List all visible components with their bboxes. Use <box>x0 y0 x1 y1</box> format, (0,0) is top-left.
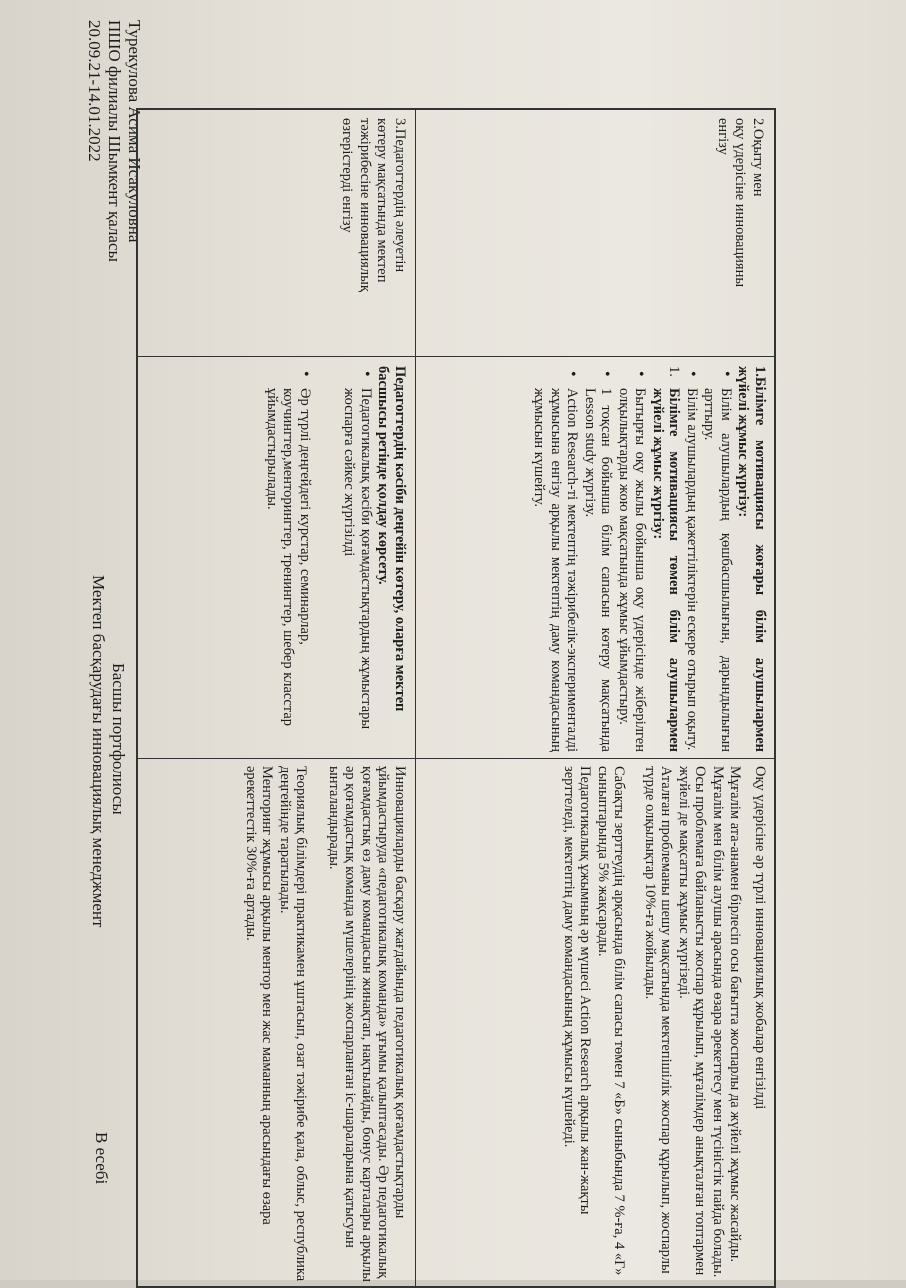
task-line: енгізу <box>715 118 731 155</box>
task-line: өзгерістерді енгізу <box>339 118 356 233</box>
task-line: тәжірибесіне инновациялық <box>357 118 373 292</box>
list-item: • Action Research-ті мектептің тәжірибелік-эксперименталдi жұмысына енгізу арқылы мектептің даму командасының жұмысын күшейту. <box>531 388 581 752</box>
low-motivation-heading <box>650 366 683 752</box>
portfolio-subtitle: Мектеп басқарудағы инновациялық менеджмент <box>89 575 108 928</box>
task-line: көтеру мақсатында мектеп <box>374 118 391 283</box>
row-1-results <box>560 766 769 1282</box>
author-name: Турекулова Асима Исакуловна <box>125 20 144 243</box>
list-item: • Білім алушылардың қөшбасшылығын, дарындылығын арттыру. <box>701 388 734 752</box>
list-item: • 1 тоқсан бойынша білім сапасын көтеру мақсатында Lesson study жүргізу. <box>582 388 615 752</box>
result-text: Мұғалім ата-анамен бірлесіп осы бағытта жоспарлы да жүйелі жұмыс жасайды. <box>727 766 744 1262</box>
heading-text: Білімге мотивациясы төмен білім алушылармен жүйелі жұмыс жүргізу: <box>650 388 683 752</box>
list-item: • Әр түрлі деңгейдегі курстар, семинарлар, коучингтер,менторингтер, тренингтер, шебер класстар ұйымдастырылады. <box>264 388 314 752</box>
row-2-task <box>338 118 408 350</box>
list-item: • Білім алушылардың қажеттіліктерін ескере отырып оқыту. <box>684 388 701 752</box>
author-org: ПШО филиалы Шымкент қаласы <box>105 20 124 262</box>
result-text: Педагогикалық ұжымның әр мүшесі Action Research арқылы жан-жақты зерттеледі, мектептің даму командасының жұмысы күшейеді. <box>561 766 594 1215</box>
professional-support-heading: Педагогтердің кәсіби деңгейін көтеру, оларға мектеп басшысы ретінде қолдау көрсету. <box>375 366 408 712</box>
column-divider <box>138 758 774 759</box>
portfolio-title: Басшы портфолиосы <box>109 663 128 815</box>
item-number: 1. <box>666 366 683 377</box>
list-item: • Педагогикалық кәсіби қоғамдастықтардың жұмыстары жоспарға сәйкес жүргізілді <box>341 388 374 752</box>
result-text: Аталған проблеманы шешу мақсатында мектепішілік жоспар құрылып, жоспарлы түрде олқылықтар 10%-ға жойылады. <box>642 766 675 1274</box>
row-2-actions <box>263 366 409 752</box>
list-item: • Бытырғы оқу жылы бойынша оқу үдерісінде жіберілген олқылықтарды жою мақсатында жұмыс ұйымдастыру. <box>616 388 649 752</box>
row-1-actions <box>530 366 768 752</box>
author-block <box>84 20 144 262</box>
task-line: оқу үдерісіне инновацияны <box>732 118 749 288</box>
row-2-results <box>242 766 409 1282</box>
report-label: В есебі <box>92 1132 111 1185</box>
row-1-task <box>714 118 767 350</box>
professional-support-list <box>264 366 375 752</box>
row-divider <box>415 110 416 1286</box>
plan-table <box>136 108 776 1288</box>
result-text: Осы проблемаға байланысты жоспар құрылып, мұғалімдер анықталған топтармен жүйелі де мақсатты жұмыс жүргізеді. <box>676 766 709 1276</box>
result-text: Менторинг жұмысы арқылы ментор мен жас маманның арасындағы өзара әрекеттестік 30%-ға артады. <box>243 766 276 1225</box>
result-text: Мұғалім мен білім алушы арасында өзара әрекеттесу мен түсіністік пайда болады. <box>710 766 726 1278</box>
result-text: Оқу үдерісіне әр түрлі инновациялық жобалар енгізілді <box>752 766 768 1110</box>
result-text: Инновацияларды басқару жағдайында педагогикалық қоғамдастықтарды ұйымдастыруда «педагогикалық команда» ұғымы қалыптасады. Әр педагогикалық қоғамдастық өз даму командасын жинақтап, нақтылайды, бонус карталары арқылы әр қоғамдастық команда мүшелерінің жоспарланған іс-шараларына қатысуын ынталандырады. <box>326 766 408 1282</box>
task-line: 3.Педагогтердің әлеуетін <box>392 118 408 273</box>
motivated-students-list <box>684 366 735 752</box>
result-text: Сабақты зерттеудің арқасында білім сапасы төмен 7 «Б» сыныбында 7 %-ға, 4 «Г» сыныптарында 5% жақсарады. <box>595 766 628 1276</box>
motivated-students-heading: 1.Білімге мотивациясы жоғары білім алушылармен жүйелі жұмыс жүргізу: <box>735 366 768 752</box>
result-text: Теориялық білімдері практикамен ұштасып, озат тәжірибе қала, облыс, республика деңгейінде таратылады. <box>277 766 310 1282</box>
column-divider <box>138 356 774 357</box>
low-motivation-list <box>531 366 649 752</box>
task-line: 2.Оқыту мен <box>750 118 766 197</box>
report-period: 20.09.21-14.01.2022 <box>85 20 104 162</box>
title-block <box>88 575 128 927</box>
